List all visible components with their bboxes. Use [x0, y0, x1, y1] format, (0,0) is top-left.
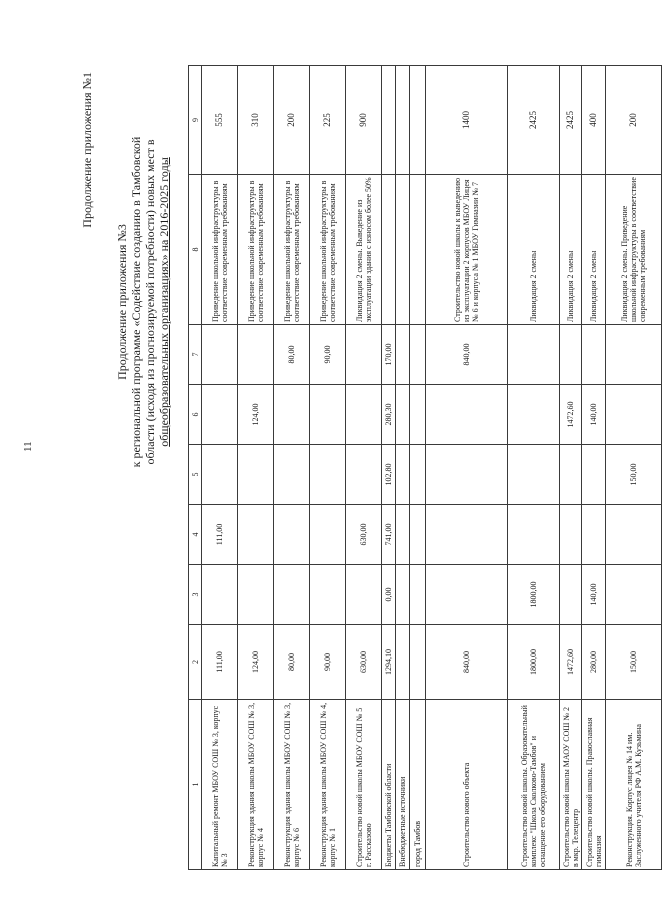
column-number: 1: [189, 700, 202, 870]
value-cell: [606, 325, 662, 385]
value-cell: [560, 565, 582, 625]
value-cell: [560, 445, 582, 505]
value-cell: [238, 505, 274, 565]
value-cell: [410, 66, 426, 175]
result-description-cell: [382, 175, 396, 325]
value-cell: 280,00: [582, 625, 606, 700]
row-label-cell: Капитальный ремонт МБОУ СОШ № 3, корпус № 3: [202, 700, 238, 870]
result-description-cell: Ликвидация 2 смены: [508, 175, 560, 325]
program-title-line-2: области (исходя из прогнозируемой потребности) новых мест в: [143, 139, 157, 465]
result-description-cell: Приведение школьной инфраструктуры в соответствие современным требованиям: [310, 175, 346, 325]
value-cell: [606, 385, 662, 445]
value-cell: [396, 625, 410, 700]
result-description-cell: [410, 175, 426, 325]
value-cell: [396, 565, 410, 625]
value-cell: [426, 445, 508, 505]
column-number: 4: [189, 505, 202, 565]
value-cell: 200: [606, 66, 662, 175]
value-cell: 170,00: [382, 325, 396, 385]
value-cell: [396, 445, 410, 505]
table-row: [274, 66, 310, 870]
row-label-cell: Бюджеты Тамбовской области: [382, 700, 396, 870]
value-cell: [410, 565, 426, 625]
value-cell: [508, 325, 560, 385]
document-header: [115, 67, 171, 537]
value-cell: [310, 385, 346, 445]
value-cell: 124,00: [238, 385, 274, 445]
table-row: [426, 66, 508, 870]
value-cell: [508, 385, 560, 445]
result-description-cell: Приведение школьной инфраструктуры в соответствие современным требованиям: [274, 175, 310, 325]
value-cell: [426, 385, 508, 445]
row-label-cell: Реконструкция здания школы МБОУ СОШ № 4, корпус № 1: [310, 700, 346, 870]
value-cell: [410, 625, 426, 700]
value-cell: 111,00: [202, 625, 238, 700]
table-row: [238, 66, 274, 870]
row-label-cell: Строительство новой школы. Образовательный комплекс "Школа Сколково-Тамбов" и оснащение его оборудованием: [508, 700, 560, 870]
value-cell: [396, 66, 410, 175]
program-title-line-1: к региональной программе «Содействие созданию в Тамбовской: [129, 136, 143, 468]
value-cell: [410, 325, 426, 385]
table-row: [382, 66, 396, 870]
value-cell: [560, 325, 582, 385]
table-row: [606, 66, 662, 870]
value-cell: 2425: [560, 66, 582, 175]
value-cell: 555: [202, 66, 238, 175]
column-number: 2: [189, 625, 202, 700]
value-cell: [582, 325, 606, 385]
result-description-cell: Ликвидация 2 смены: [582, 175, 606, 325]
value-cell: 280,30: [382, 385, 396, 445]
continuation-title: Продолжение приложения №3: [115, 224, 129, 380]
appendix-continuation-label: Продолжение приложения №1: [80, 72, 94, 228]
value-cell: [582, 505, 606, 565]
row-label-cell: Строительство новой школы. Православная гимназия: [582, 700, 606, 870]
value-cell: 840,00: [426, 625, 508, 700]
value-cell: 140,00: [582, 565, 606, 625]
column-number: 3: [189, 565, 202, 625]
value-cell: 630,00: [346, 505, 382, 565]
value-cell: 90,00: [310, 625, 346, 700]
column-numbers-row: [189, 66, 202, 870]
column-number: 7: [189, 325, 202, 385]
value-cell: 741,00: [382, 505, 396, 565]
value-cell: [582, 445, 606, 505]
row-label-cell: Строительство новой школы МАОУ СОШ № 2 в мкр. Телецентр: [560, 700, 582, 870]
row-label-cell: Реконструкция. Корпус лицея № 14 им. Заслуженного учителя РФ А.М. Кузьмина: [606, 700, 662, 870]
value-cell: [508, 505, 560, 565]
value-cell: [346, 565, 382, 625]
value-cell: 200: [274, 66, 310, 175]
row-label-cell: Строительство новой школы МБОУ СОШ № 5 г. Рассказово: [346, 700, 382, 870]
column-number: 6: [189, 385, 202, 445]
value-cell: 225: [310, 66, 346, 175]
value-cell: [396, 325, 410, 385]
result-description-cell: Ликвидация 2 смены. Выведение из эксплуатации здания с износом более 50%: [346, 175, 382, 325]
value-cell: [426, 505, 508, 565]
value-cell: 1400: [426, 66, 508, 175]
rotated-page-content: [80, 62, 647, 872]
value-cell: [346, 325, 382, 385]
value-cell: [274, 505, 310, 565]
value-cell: [606, 505, 662, 565]
result-description-cell: Ликвидация 2 смены. Приведение школьной инфраструктуры в соответствие современным требованиям: [606, 175, 662, 325]
value-cell: 124,00: [238, 625, 274, 700]
table-row: [396, 66, 410, 870]
table-row: [346, 66, 382, 870]
value-cell: 80,00: [274, 325, 310, 385]
value-cell: 400: [582, 66, 606, 175]
value-cell: [606, 565, 662, 625]
value-cell: [346, 445, 382, 505]
value-cell: 90,00: [310, 325, 346, 385]
row-label-cell: город Тамбов: [410, 700, 426, 870]
value-cell: [560, 505, 582, 565]
value-cell: 1472,60: [560, 385, 582, 445]
table-row: [582, 66, 606, 870]
column-number: 9: [189, 66, 202, 175]
value-cell: 1800,00: [508, 565, 560, 625]
table-row: [310, 66, 346, 870]
value-cell: 840,00: [426, 325, 508, 385]
value-cell: 1472,60: [560, 625, 582, 700]
program-title-line-3: общеобразовательных организациях» на 2016-2025 годы: [157, 157, 171, 447]
value-cell: 140,00: [582, 385, 606, 445]
value-cell: [202, 445, 238, 505]
value-cell: [238, 325, 274, 385]
value-cell: 1294,10: [382, 625, 396, 700]
result-description-cell: [396, 175, 410, 325]
column-number: 5: [189, 445, 202, 505]
value-cell: 102,80: [382, 445, 396, 505]
table-row: [508, 66, 560, 870]
table-row: [410, 66, 426, 870]
table-row: [202, 66, 238, 870]
value-cell: 900: [346, 66, 382, 175]
result-description-cell: Приведение школьной инфраструктуры в соответствие современным требованиям: [238, 175, 274, 325]
result-description-cell: Строительство новой школы к выведению из эксплуатации 2 корпусов МБОУ Лицея № 6 и корпуса № 1 МБОУ Гимназии № 7: [426, 175, 508, 325]
row-label-cell: Реконструкция здания школы МБОУ СОШ № 3, корпус № 6: [274, 700, 310, 870]
funding-table: [188, 65, 662, 870]
value-cell: [238, 565, 274, 625]
value-cell: 150,00: [606, 625, 662, 700]
value-cell: [508, 445, 560, 505]
value-cell: 111,00: [202, 505, 238, 565]
value-cell: [396, 505, 410, 565]
value-cell: [202, 385, 238, 445]
value-cell: 630,00: [346, 625, 382, 700]
value-cell: [310, 445, 346, 505]
value-cell: [202, 565, 238, 625]
row-label-cell: Внебюджетные источники: [396, 700, 410, 870]
value-cell: [202, 325, 238, 385]
value-cell: [310, 505, 346, 565]
value-cell: [410, 445, 426, 505]
value-cell: [382, 66, 396, 175]
result-description-cell: Ликвидация 2 смены: [560, 175, 582, 325]
row-label-cell: Строительство нового объекта: [426, 700, 508, 870]
row-label-cell: Реконструкция здания школы МБОУ СОШ № 3, корпус № 4: [238, 700, 274, 870]
value-cell: 1800,00: [508, 625, 560, 700]
value-cell: [410, 385, 426, 445]
value-cell: 2425: [508, 66, 560, 175]
value-cell: 0,00: [382, 565, 396, 625]
result-description-cell: Приведение школьной инфраструктуры в соответствие современным требованиям: [202, 175, 238, 325]
value-cell: [274, 445, 310, 505]
table-row: [560, 66, 582, 870]
value-cell: [410, 505, 426, 565]
value-cell: [274, 565, 310, 625]
value-cell: 310: [238, 66, 274, 175]
value-cell: [426, 565, 508, 625]
value-cell: [396, 385, 410, 445]
value-cell: [274, 385, 310, 445]
value-cell: [346, 385, 382, 445]
value-cell: [310, 565, 346, 625]
page-number: 11: [22, 441, 34, 452]
value-cell: 150,00: [606, 445, 662, 505]
value-cell: 80,00: [274, 625, 310, 700]
column-number: 8: [189, 175, 202, 325]
value-cell: [238, 445, 274, 505]
